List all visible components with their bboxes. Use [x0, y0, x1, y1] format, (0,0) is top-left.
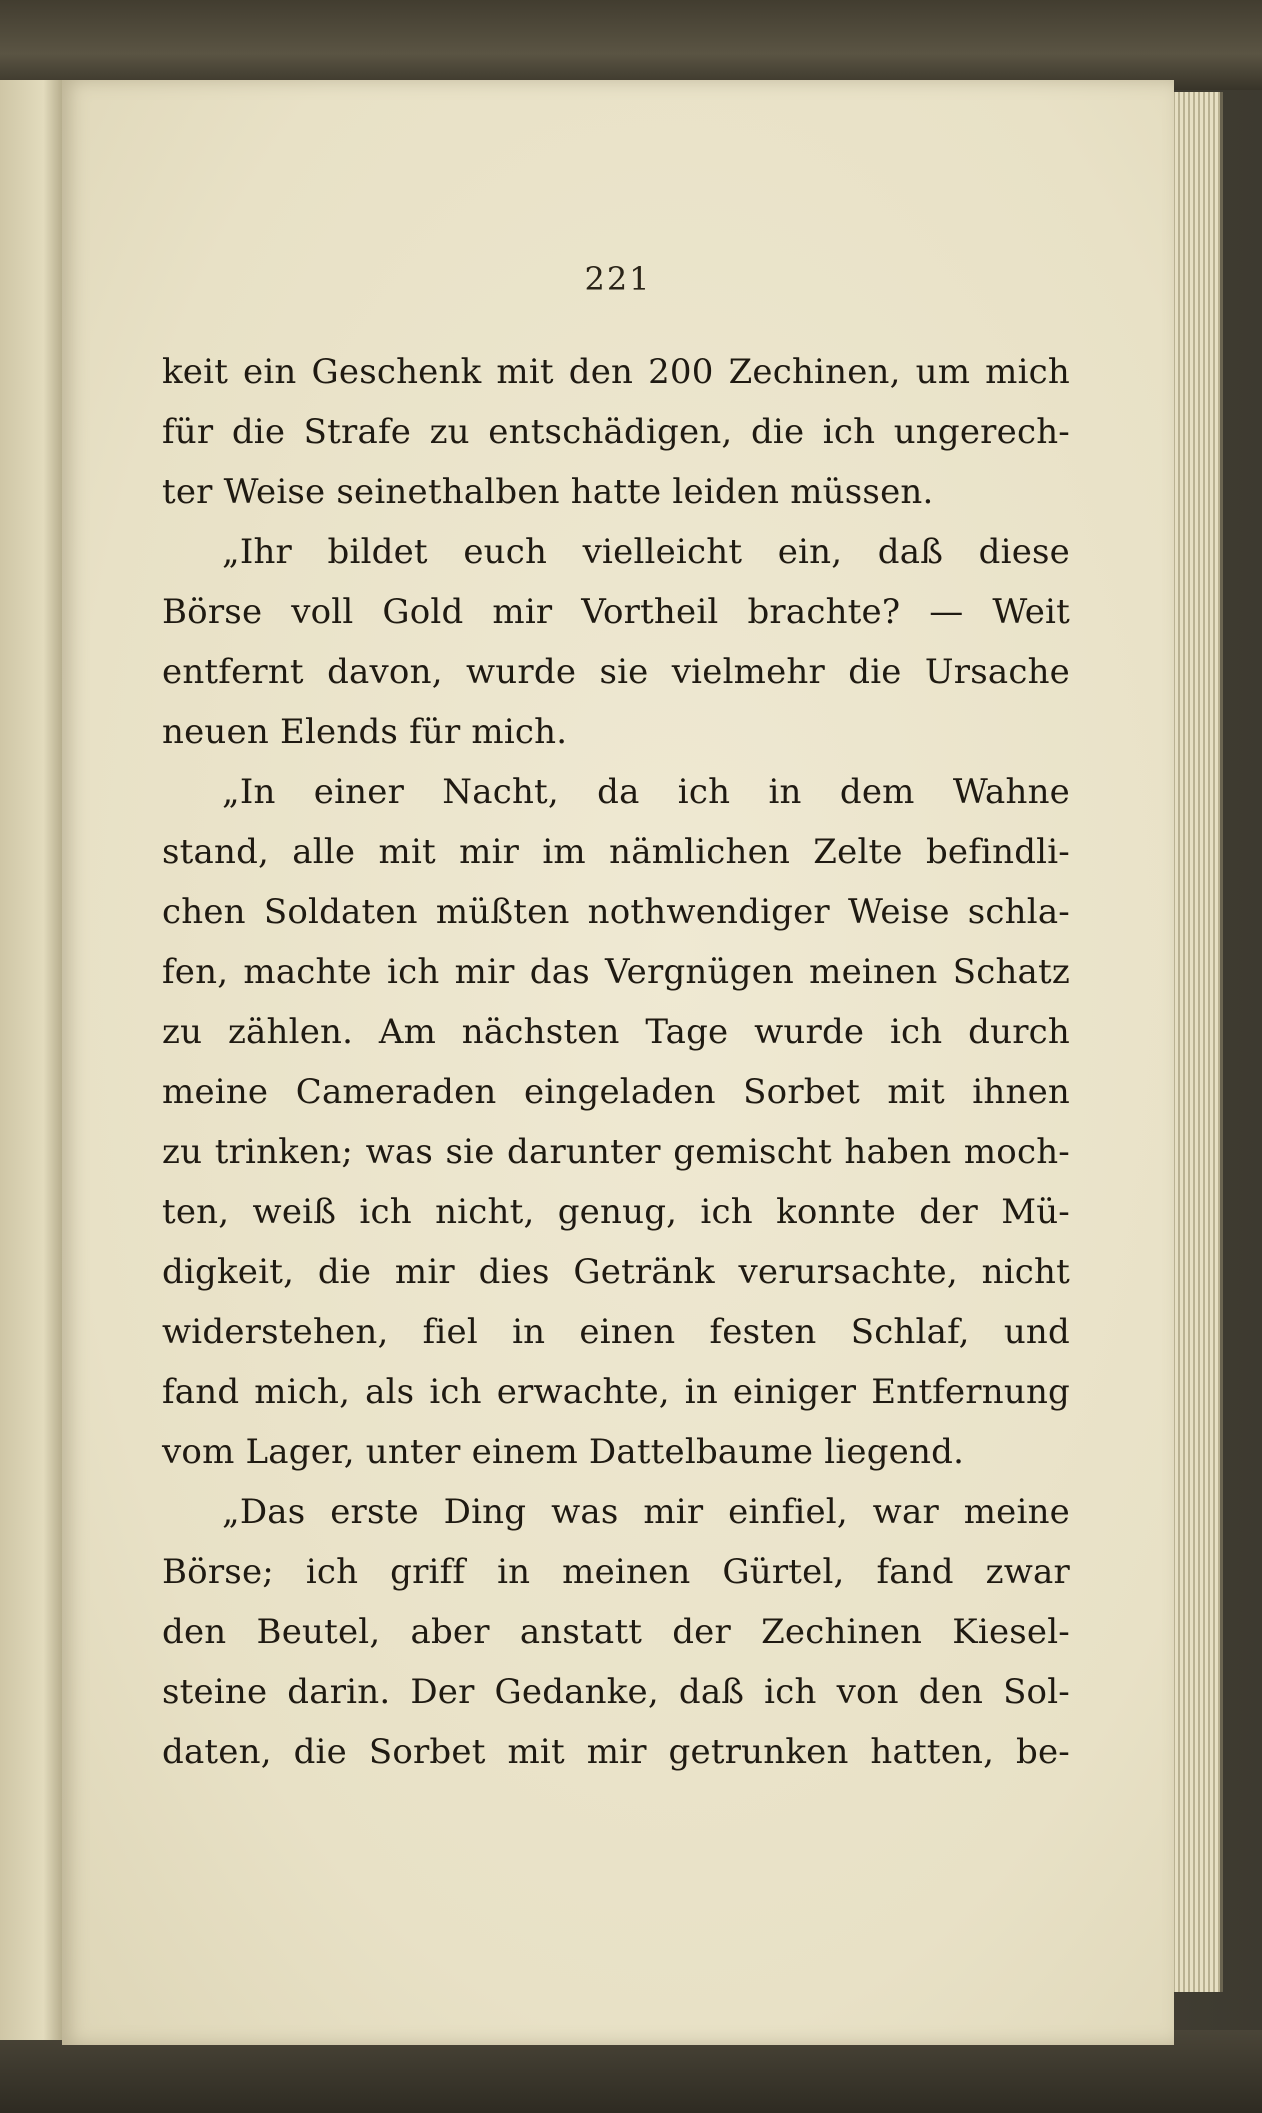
text-line: zu zählen. Am nächsten Tage wurde ich durch	[162, 1012, 1070, 1052]
cover-top-edge	[0, 0, 1262, 90]
text-line: ter Weise seinethalben hatte leiden müssen.	[162, 472, 934, 512]
text-line: ten, weiß ich nicht, genug, ich konnte der Mü-	[162, 1192, 1070, 1232]
text-line: neuen Elends für mich.	[162, 712, 568, 752]
text-line: für die Strafe zu entschädigen, die ich ungerech-	[162, 412, 1070, 452]
text-line: „In einer Nacht, da ich in dem Wahne	[222, 772, 1070, 812]
text-line: Börse voll Gold mir Vortheil brachte? — Weit	[162, 592, 1070, 632]
text-line: Börse; ich griff in meinen Gürtel, fand zwar	[162, 1552, 1070, 1592]
text-line: fand mich, als ich erwachte, in einiger Entfernung	[162, 1372, 1070, 1412]
text-line: chen Soldaten müßten nothwendiger Weise schla-	[162, 892, 1070, 932]
text-line: daten, die Sorbet mit mir getrunken hatten, be-	[162, 1732, 1070, 1772]
text-line: entfernt davon, wurde sie vielmehr die Ursache	[162, 652, 1070, 692]
body-text	[162, 342, 1070, 1782]
text-line: keit ein Geschenk mit den 200 Zechinen, um mich	[162, 352, 1070, 392]
text-line: „Ihr bildet euch vielleicht ein, daß diese	[222, 532, 1070, 572]
text-line: „Das erste Ding was mir einfiel, war meine	[222, 1492, 1070, 1532]
page-number: 221	[584, 260, 652, 298]
text-line: den Beutel, aber anstatt der Zechinen Kiesel-	[162, 1612, 1070, 1652]
text-line: digkeit, die mir dies Getränk verursachte, nicht	[162, 1252, 1070, 1292]
text-line: fen, machte ich mir das Vergnügen meinen Schatz	[162, 952, 1070, 992]
text-line: meine Cameraden eingeladen Sorbet mit ihnen	[162, 1072, 1070, 1112]
book-page	[62, 80, 1174, 2045]
text-line: steine darin. Der Gedanke, daß ich von den Sol-	[162, 1672, 1070, 1712]
facing-page-edge	[0, 80, 64, 2040]
text-line: widerstehen, fiel in einen festen Schlaf, und	[162, 1312, 1070, 1352]
text-line: vom Lager, unter einem Dattelbaume liegend.	[162, 1432, 965, 1472]
text-line: stand, alle mit mir im nämlichen Zelte befindli-	[162, 832, 1070, 872]
text-line: zu trinken; was sie darunter gemischt haben moch-	[162, 1132, 1070, 1172]
